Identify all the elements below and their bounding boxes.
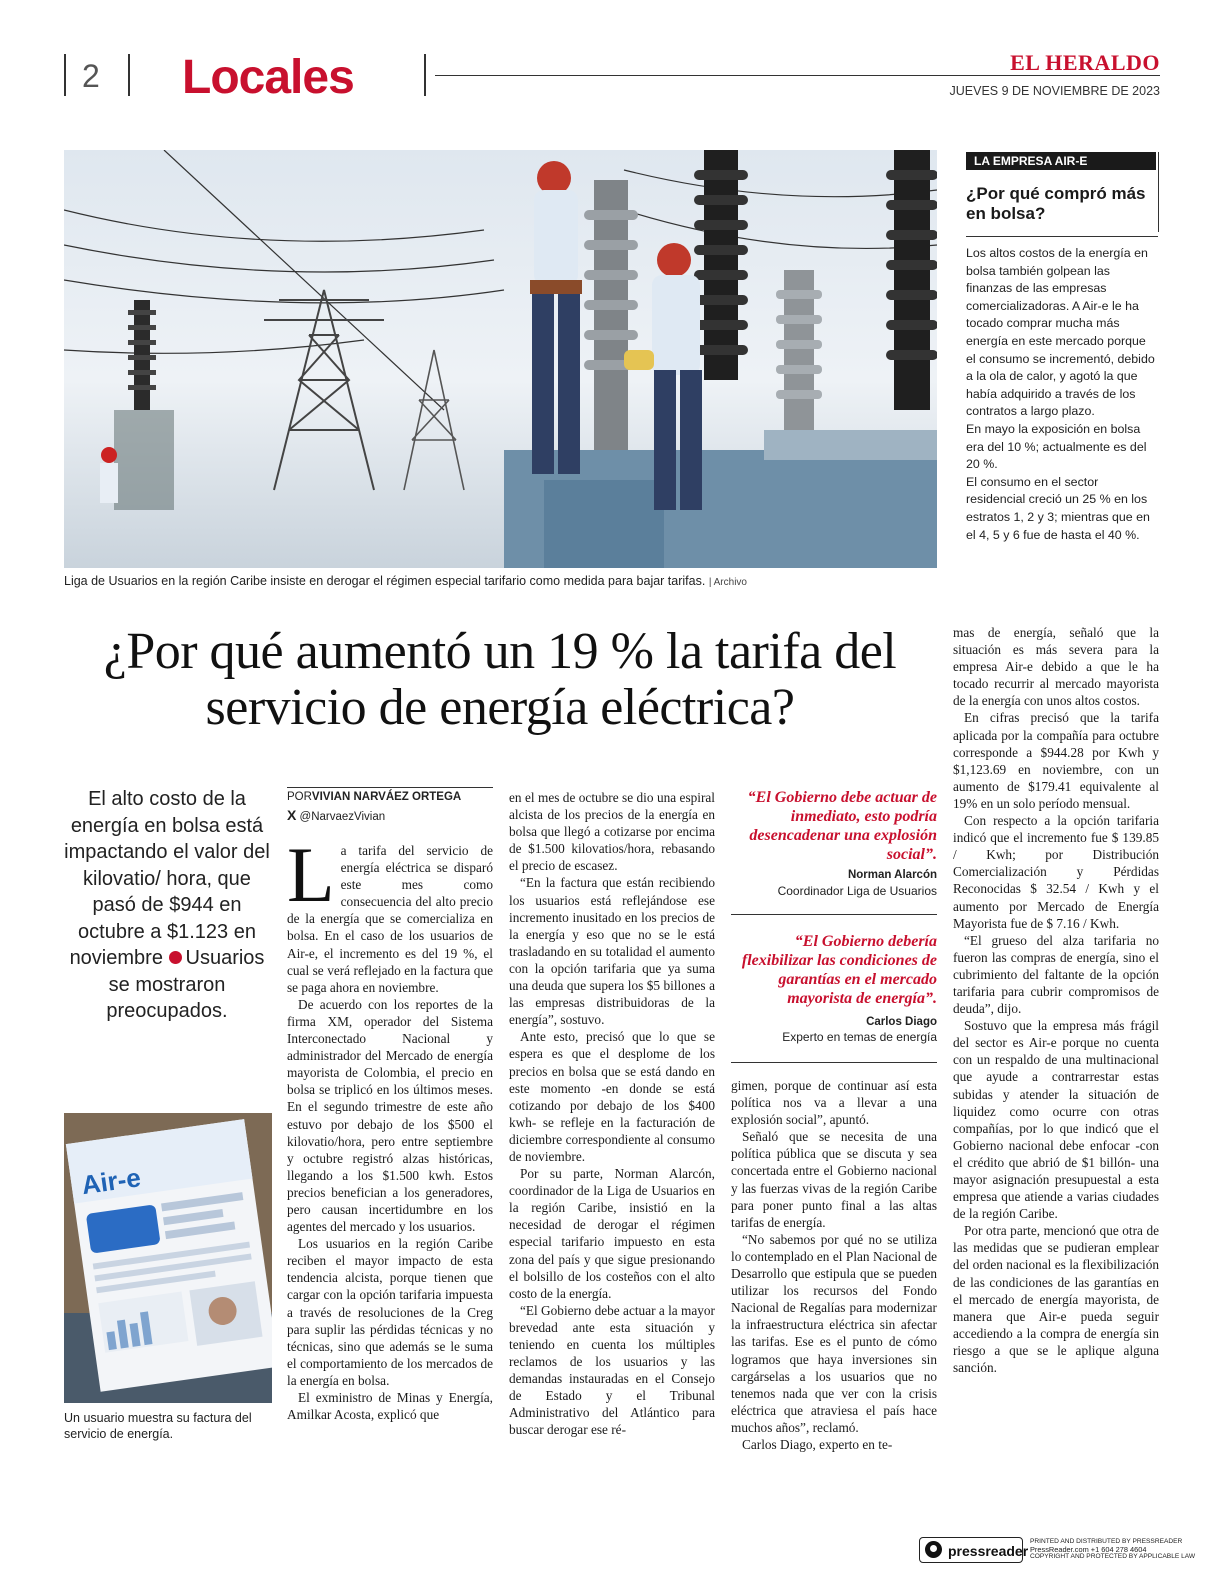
drop-cap: L	[287, 831, 335, 918]
masthead: EL HERALDO	[1010, 50, 1160, 75]
header-divider	[128, 54, 130, 96]
article-column-3	[731, 1077, 937, 1453]
sidebar-paragraph: El consumo en el sector residencial creció un 25 % en los estratos 1, 2 y 3; mientras que en el 4, 5 y 6 fue de hasta el 40 %.	[966, 474, 1150, 542]
article-paragraph: De acuerdo con los reportes de la firma XM, operador del Sistema Interconectado Nacional y administrador del Mercado de energía mayorista de Colombia, el precio en bolsa se triplicó en los últimos meses. En el segundo trimestre de este año estuvo por debajo de los $500 el kilovatio/hora, pero entre septiembre y octubre registró alzas históricas, llegando a los $1.500 kwh. Estos precios benefician a los generadores, pero causan incertidumbre en los agentes del mercado y los usuarios.	[287, 996, 493, 1235]
headline: ¿Por qué aumentó un 19 % la tarifa del servicio de energía eléctrica?	[103, 623, 897, 736]
byline	[287, 791, 497, 803]
bill-photo	[64, 1113, 272, 1403]
helmet	[101, 447, 117, 463]
lattice-tower	[264, 290, 384, 490]
summary-text: El alto costo de la energía en bolsa está impactando el valor del kilovatio/ hora, que pasó de $944 en octubre a $1.123 en noviembre	[64, 788, 270, 969]
photo-caption	[64, 574, 944, 588]
summary-bullet: Usuarios se mostraron preocupados.	[106, 947, 265, 1022]
article-column-1	[287, 831, 493, 1423]
summary	[62, 786, 272, 1025]
insulator	[894, 150, 930, 410]
header-divider	[64, 54, 66, 96]
sidebar-paragraph: En mayo la exposición en bolsa era del 10 %; actualmente es del 20 %.	[966, 421, 1147, 472]
article-paragraph: “El grueso del alza tarifaria no fueron las compras de energía, sino el cubrimiento del faltante de la opción tarifaria para cubrir compromisos de deuda”, dijo.	[953, 932, 1159, 1017]
article-paragraph: Por su parte, Norman Alarcón, coordinador de la Liga de Usuarios en la región Caribe, insistió en la necesidad de derogar el régimen especial tarifario impuesto en esta zona del país y que sigue presionando el bolsillo de los costeños con el alto costo de la energía.	[509, 1166, 715, 1301]
article-paragraph: Ante esto, precisó que lo que se espera es que el desplome de los precios en bolsa que se está dando en este momento -en donde se está cotizando por debajo de los $400 kwh- se refleje en la facturación de diciembre correspondiente al consumo de noviembre.	[509, 1029, 715, 1164]
photo-caption-text: Liga de Usuarios en la región Caribe insiste en derogar el régimen especial tarifario como medida para bajar tarifas.	[64, 574, 706, 588]
bullet-dot-icon	[169, 951, 182, 964]
sidebar-tag: LA EMPRESA AIR-E	[966, 152, 1156, 170]
pressreader-logo: pressreader	[919, 1537, 1023, 1563]
insulator	[594, 180, 628, 450]
byline-author: VIVIAN NARVÁEZ ORTEGA	[311, 791, 462, 803]
article-column-4	[953, 624, 1159, 1376]
article-paragraph: Carlos Diago, experto en te-	[742, 1436, 893, 1452]
article-paragraph: en el mes de octubre se dio una espiral alcista de los precios de la energía en bolsa que llegó a cotizarse por encima de $1.500 kilovatios/hora, rebasando el precio de escasez.	[509, 790, 715, 874]
article-paragraph: Los usuarios en la región Caribe reciben el mayor impacto de esta tendencia alcista, porque tienen que cargar con la opción tarifaria impuesta a través de resoluciones de la Creg para suplir las pérdidas técnicas y no técnicas, sino que además se le suma el comportamiento de los mercados de la energía en bolsa.	[287, 1236, 493, 1388]
main-photo	[64, 150, 937, 568]
quote-divider	[731, 1062, 937, 1063]
byline-handle	[287, 807, 497, 823]
sidebar-title: ¿Por qué compró más en bolsa?	[966, 184, 1146, 223]
article-column-2	[509, 789, 715, 1439]
quote-role: Experto en temas de energía	[782, 1030, 937, 1044]
pull-quote: “El Gobierno debería flexibilizar las condiciones de garantías en el mercado mayorista de energía”.	[741, 933, 937, 1007]
worker-1	[530, 161, 582, 474]
header-divider	[424, 54, 426, 96]
sidebar-paragraph: Los altos costos de la energía en bolsa también golpean las finanzas de las empresas comercializadoras. A Air-e le ha tocado comprar mucha más energía en este mercado porque el consumo se incrementó, debido a la ola de calor, y agotó la que había adquirido a través de los contratos a largo plazo.	[966, 246, 1155, 419]
article-paragraph: En cifras precisó que la tarifa aplicada por la compañía para octubre corresponde a $944.28 por Kwh y $1,123.69 en noviembre, con un aumento de $179.41 equivalente al 19% en un solo período mensual.	[953, 710, 1159, 811]
byline-rule	[287, 787, 493, 788]
article-paragraph: “No sabemos por qué no se utiliza lo contemplado en el Plan Nacional de Desarrollo que estipula que se pueden utilizar los recursos del Fondo Nacional de Regalías para modernizar la infraestructura eléctrica sin afectar las tarifas. Ese es el punto de cómo logramos que haya inversiones sin cargárselas a los usuarios que no tenemos nada que ver con la crisis eléctrica que atraviesa el país hace muchos años”, reclamó.	[731, 1231, 937, 1435]
bill-illustration	[64, 1113, 272, 1403]
lattice-tower-small	[404, 350, 464, 490]
notice-line: COPYRIGHT AND PROTECTED BY APPLICABLE LAW	[1030, 1553, 1196, 1561]
article-paragraph: Por otra parte, mencionó que otra de las medidas que se pudieran emplear del orden nacional es la flexibilización de las condiciones de las garantías en el mercado de energía mayorista, de manera que Air-e pueda seguir accediendo a la compra de energía sin riesgo a que se le aplique alguna sanción.	[953, 1223, 1159, 1376]
quote-divider	[731, 914, 937, 915]
sidebar-divider	[1158, 152, 1159, 232]
quote-author: Carlos Diago	[866, 1016, 937, 1028]
x-logo-icon: X	[287, 807, 297, 823]
article-paragraph: Con respecto a la opción tarifaria indicó que el incremento fue $ 139.85 / Kwh; por Distribución Comercialización y Pérdidas Reconocidas $ 32.54 / Kwh y el aumento por Mercado de Energía Mayorista fue de $ 7.16 / Kwh.	[953, 813, 1159, 931]
sidebar-body	[966, 245, 1158, 544]
page-number: 2	[82, 58, 100, 94]
pull-quote: “El Gobierno debe actuar de inmediato, esto podría desencadenar una explosión social”.	[747, 789, 937, 863]
issue-date: JUEVES 9 DE NOVIEMBRE DE 2023	[949, 84, 1160, 98]
article-paragraph: “En la factura que están recibiendo los usuarios está reflejándose ese incremento inusitado en los precios de la energía y eso que no se le está trasladando en su totalidad el aumento con la opción tarifaria que ya suma una deuda que supera los $5 billones a las empresas distribuidoras de la energía”, sostuvo.	[509, 875, 715, 1028]
article-paragraph: mas de energía, señaló que la situación es más severa para la empresa Air-e debido a que le ha tocado recurrir al mercado mayorista de la energía con unos altos costos.	[953, 625, 1159, 709]
article-paragraph: a tarifa del servicio de energía eléctrica se disparó este mes como consecuencia del alto precio de la energía que se comercializa en bolsa. En el caso de los usuarios de Air-e, el incremento es del 19 %, el cual se verá reflejado en la factura que se paga ahora en noviembre.	[287, 843, 493, 995]
article-paragraph: El exministro de Minas y Energía, Amilkar Acosta, explicó que	[287, 1390, 493, 1423]
substation-illustration	[64, 150, 937, 568]
quote-role: Coordinador Liga de Usuarios	[777, 884, 937, 898]
sidebar-rule	[966, 236, 1158, 237]
author-handle: @NarvaezVivian	[299, 811, 386, 823]
quote-author: Norman Alarcón	[847, 869, 937, 881]
notice-line: PressReader.com +1 604 278 4604	[1030, 1544, 1147, 1554]
section-title: Locales	[182, 51, 354, 104]
article-paragraph: “El Gobierno debe actuar a la mayor brevedad ante esta situación y teniendo en cuenta los múltiples reclamos de los usuarios y las demandas instauradas en el Consejo de Estado y el Tribunal Administrativo del Atlántico para buscar derogar ese ré-	[509, 1302, 715, 1438]
pressreader-notice	[1030, 1538, 1196, 1561]
pressreader-icon	[925, 1541, 942, 1558]
notice-line: PRINTED AND DISTRIBUTED BY PRESSREADER	[1030, 1538, 1183, 1545]
article-paragraph: gimen, porque de continuar así esta política nos va a llevar a una explosión social”, apuntó.	[731, 1078, 937, 1128]
photo-credit: | Archivo	[708, 577, 747, 588]
article-paragraph: Señaló que se necesita de una política pública que se discuta y sea concertada entre el Gobierno nacional y las fuerzas vivas de la región Caribe para poner punto final a las altas tarifas de energía.	[731, 1129, 937, 1230]
bill-brand: Air-e	[79, 1162, 143, 1201]
bill-photo-caption: Un usuario muestra su factura del servicio de energía.	[64, 1411, 252, 1441]
byline-prefix: POR	[287, 791, 312, 803]
article-paragraph: Sostuvo que la empresa más frágil del sector es Air-e porque no cuenta con un respaldo de una multinacional que ayude a contrarrestar estas subidas y atender la situación de liquidez como ocurre con otras compañías, por lo que indicó que el Gobierno nacional debe enfocar -con el crédito que abrió de $1 billón- una mayor asignación presupuestal a esta empresa que atiende a varias ciudades de la región Caribe.	[953, 1018, 1159, 1222]
